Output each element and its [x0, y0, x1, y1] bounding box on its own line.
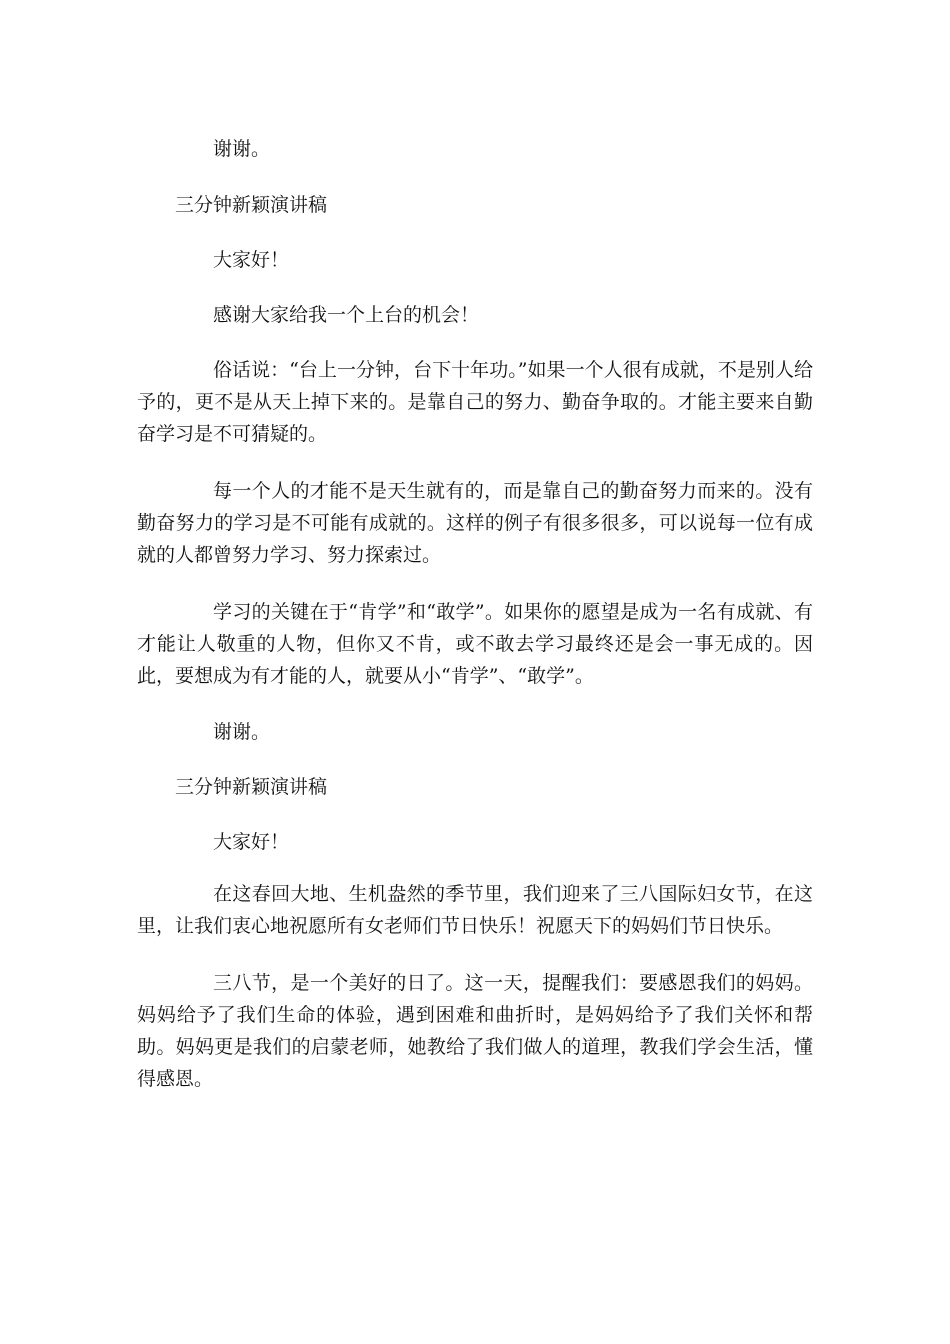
paragraph-gratitude-mother: 三八节，是一个美好的日了。这一天，提醒我们：要感恩我们的妈妈。妈妈给予了我们生命的体验，遇到困难和曲折时，是妈妈给予了我们关怀和帮助。妈妈更是我们的启蒙老师，她教给了我们做人的道理，教我们学会生活，懂得感恩。	[137, 972, 813, 1090]
greeting-2: 大家好！	[213, 831, 290, 853]
speech-title-1: 三分钟新颖演讲稿	[175, 194, 328, 216]
paragraph-proverb: 俗话说：“台上一分钟，台下十年功。”如果一个人很有成就，不是别人给予的，更不是从天上掉下来的。是靠自己的努力、勤奋争取的。才能主要来自勤奋学习是不可猜疑的。	[137, 359, 813, 445]
paragraph-learning-key: 学习的关键在于“肯学”和“敢学”。如果你的愿望是成为一名有成就、有才能让人敬重的人物，但你又不肯，或不敢去学习最终还是会一事无成的。因此，要想成为有才能的人，就要从小“肯学”、“敢学”。	[137, 601, 813, 687]
closing-thanks-1: 谢谢。	[213, 138, 271, 160]
thanks-opening: 感谢大家给我一个上台的机会！	[213, 304, 480, 326]
paragraph-talent: 每一个人的才能不是天生就有的，而是靠自己的勤奋努力而来的。没有勤奋努力的学习是不可能有成就的。这样的例子有很多很多，可以说每一位有成就的人都曾努力学习、努力探索过。	[137, 480, 813, 566]
paragraph-womens-day: 在这春回大地、生机盎然的季节里，我们迎来了三八国际妇女节，在这里，让我们衷心地祝愿所有女老师们节日快乐！祝愿天下的妈妈们节日快乐。	[137, 883, 813, 937]
closing-thanks-2: 谢谢。	[213, 721, 271, 743]
speech-title-2: 三分钟新颖演讲稿	[175, 776, 328, 798]
greeting-1: 大家好！	[213, 249, 290, 271]
